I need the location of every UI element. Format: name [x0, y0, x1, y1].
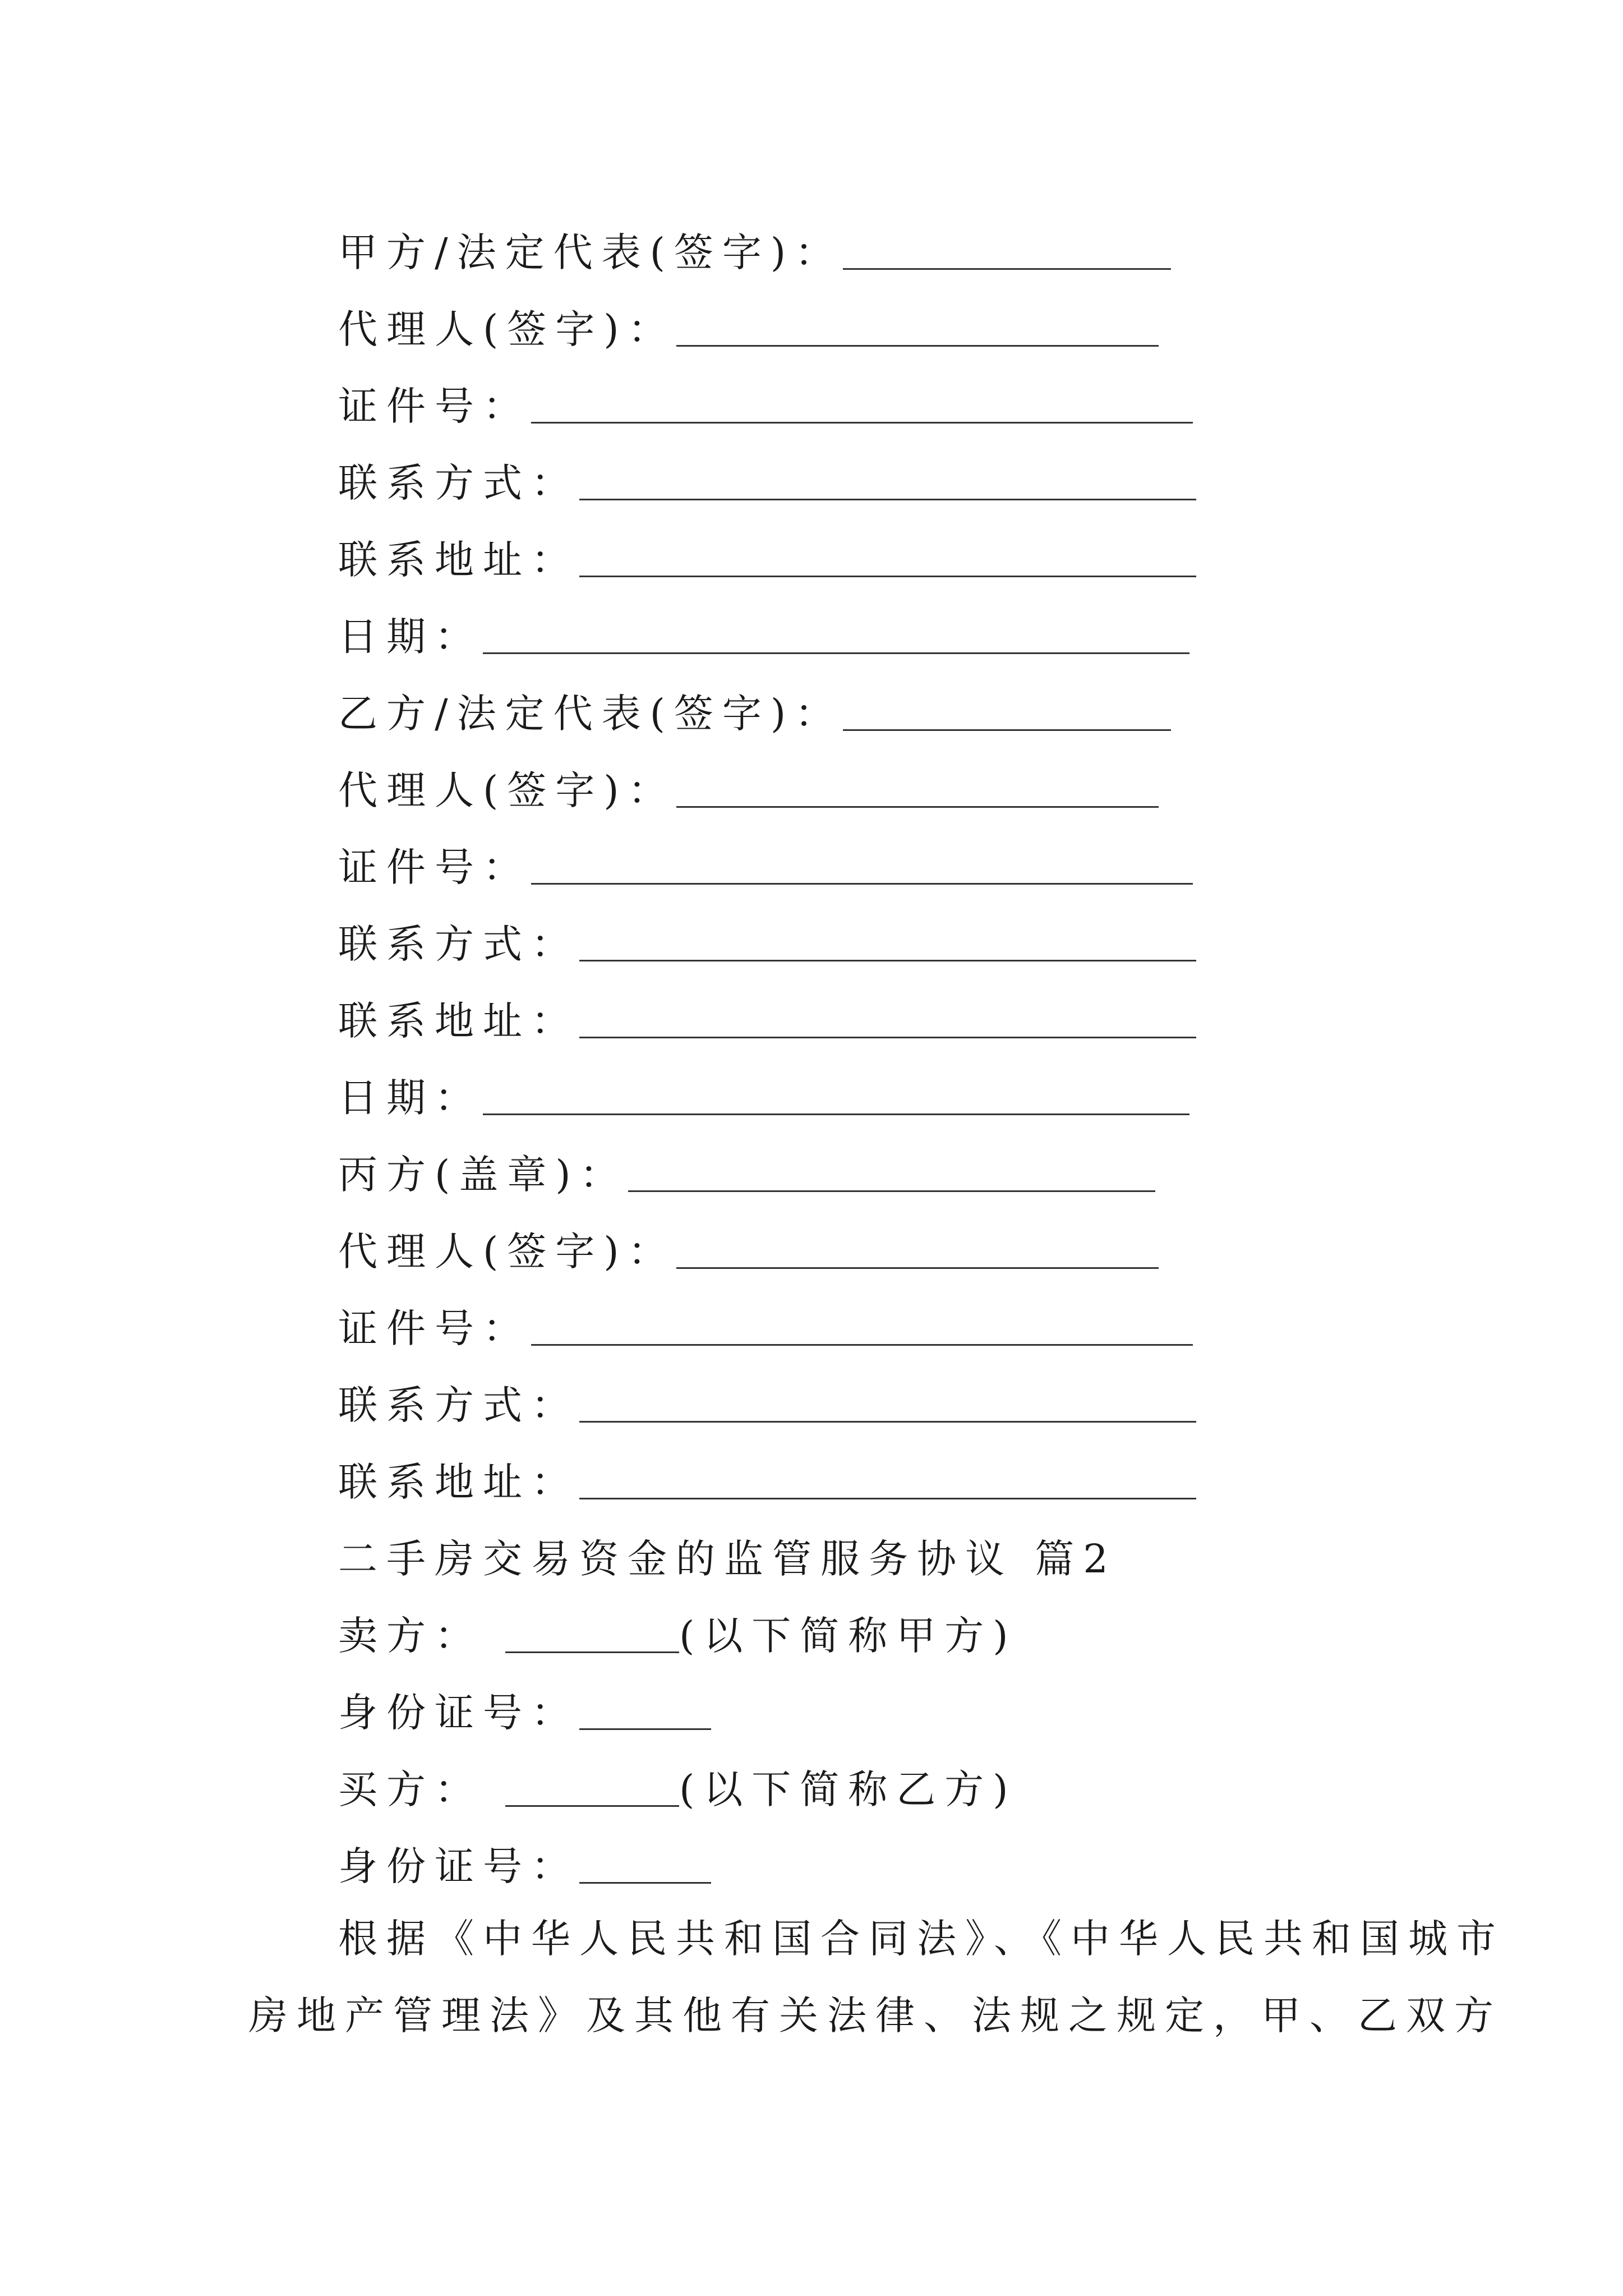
party-c-contact-row — [338, 1369, 1196, 1430]
party-b-contact-label: 联系方式： — [338, 921, 579, 967]
party-a-agent-blank[interactable] — [676, 343, 1159, 347]
party-a-contact-blank[interactable] — [579, 496, 1196, 500]
party-a-agent-row — [338, 293, 1159, 355]
seller-label: 卖方： — [338, 1613, 483, 1659]
party-b-id-blank[interactable] — [531, 881, 1193, 885]
party-a-signature-row — [338, 216, 1171, 278]
party-b-signature-blank[interactable] — [843, 727, 1171, 731]
buyer-label: 买方： — [338, 1766, 483, 1812]
seller-name-blank[interactable] — [505, 1651, 679, 1653]
party-a-agent-label: 代理人(签字)： — [338, 306, 676, 352]
party-a-contact-label: 联系方式： — [338, 460, 579, 506]
buyer-id-label: 身份证号： — [338, 1843, 579, 1889]
party-c-agent-label: 代理人(签字)： — [338, 1228, 676, 1274]
party-b-date-blank[interactable] — [483, 1111, 1189, 1115]
party-c-address-row — [338, 1446, 1196, 1507]
party-b-address-label: 联系地址： — [338, 998, 579, 1044]
party-c-id-row — [338, 1292, 1193, 1354]
party-a-id-blank[interactable] — [531, 420, 1193, 424]
party-b-id-row — [338, 831, 1193, 892]
seller-id-label: 身份证号： — [338, 1690, 579, 1736]
party-b-signature-row — [338, 677, 1171, 739]
seller-row — [338, 1599, 1017, 1661]
section-title — [338, 1522, 1117, 1584]
party-c-address-label: 联系地址： — [338, 1459, 579, 1505]
seller-suffix: (以下简称甲方) — [679, 1613, 1017, 1659]
party-c-seal-row — [338, 1138, 1155, 1200]
party-b-address-row — [338, 984, 1196, 1046]
party-c-id-blank[interactable] — [531, 1342, 1193, 1346]
party-a-date-row — [338, 600, 1189, 662]
party-c-seal-label: 丙方(盖章)： — [338, 1152, 628, 1198]
party-b-signature-label: 乙方/法定代表(签字)： — [338, 691, 843, 737]
party-b-contact-row — [338, 908, 1196, 969]
party-c-seal-blank[interactable] — [628, 1188, 1155, 1192]
party-a-address-label: 联系地址： — [338, 537, 579, 583]
paragraph-line-2: 房地产管理法》及其他有关法律、法规之规定，甲、乙双方 — [248, 1993, 1502, 2039]
party-a-id-row — [338, 370, 1193, 431]
party-b-date-row — [338, 1061, 1189, 1123]
party-a-date-label: 日期： — [338, 614, 483, 660]
party-b-agent-label: 代理人(签字)： — [338, 767, 676, 813]
party-c-address-blank[interactable] — [579, 1496, 1196, 1499]
party-a-contact-row — [338, 447, 1196, 508]
party-b-contact-blank[interactable] — [579, 958, 1196, 961]
buyer-suffix: (以下简称乙方) — [679, 1766, 1017, 1812]
buyer-row — [338, 1753, 1017, 1815]
seller-id-blank[interactable] — [579, 1728, 711, 1730]
party-c-agent-row — [338, 1215, 1159, 1277]
party-a-id-label: 证件号： — [338, 383, 531, 429]
party-b-agent-blank[interactable] — [676, 804, 1159, 808]
seller-id-row — [338, 1676, 711, 1738]
party-a-signature-blank[interactable] — [843, 266, 1171, 270]
paragraph-line-1: 根据《中华人民共和国合同法》、《中华人民共和国城市 — [338, 1916, 1505, 1962]
party-c-agent-blank[interactable] — [676, 1265, 1159, 1269]
party-a-signature-label: 甲方/法定代表(签字)： — [338, 229, 843, 275]
party-a-address-row — [338, 523, 1196, 585]
party-a-address-blank[interactable] — [579, 573, 1196, 577]
party-b-id-label: 证件号： — [338, 844, 531, 890]
buyer-id-row — [338, 1830, 711, 1892]
party-a-date-blank[interactable] — [483, 650, 1189, 654]
buyer-id-blank[interactable] — [579, 1882, 711, 1884]
party-b-address-blank[interactable] — [579, 1034, 1196, 1038]
party-c-contact-blank[interactable] — [579, 1419, 1196, 1423]
party-c-contact-label: 联系方式： — [338, 1382, 579, 1428]
party-b-agent-row — [338, 754, 1159, 816]
buyer-name-blank[interactable] — [505, 1805, 679, 1807]
party-c-id-label: 证件号： — [338, 1305, 531, 1351]
party-b-date-label: 日期： — [338, 1075, 483, 1121]
section-title-text: 二手房交易资金的监管服务协议 篇2 — [338, 1536, 1117, 1582]
